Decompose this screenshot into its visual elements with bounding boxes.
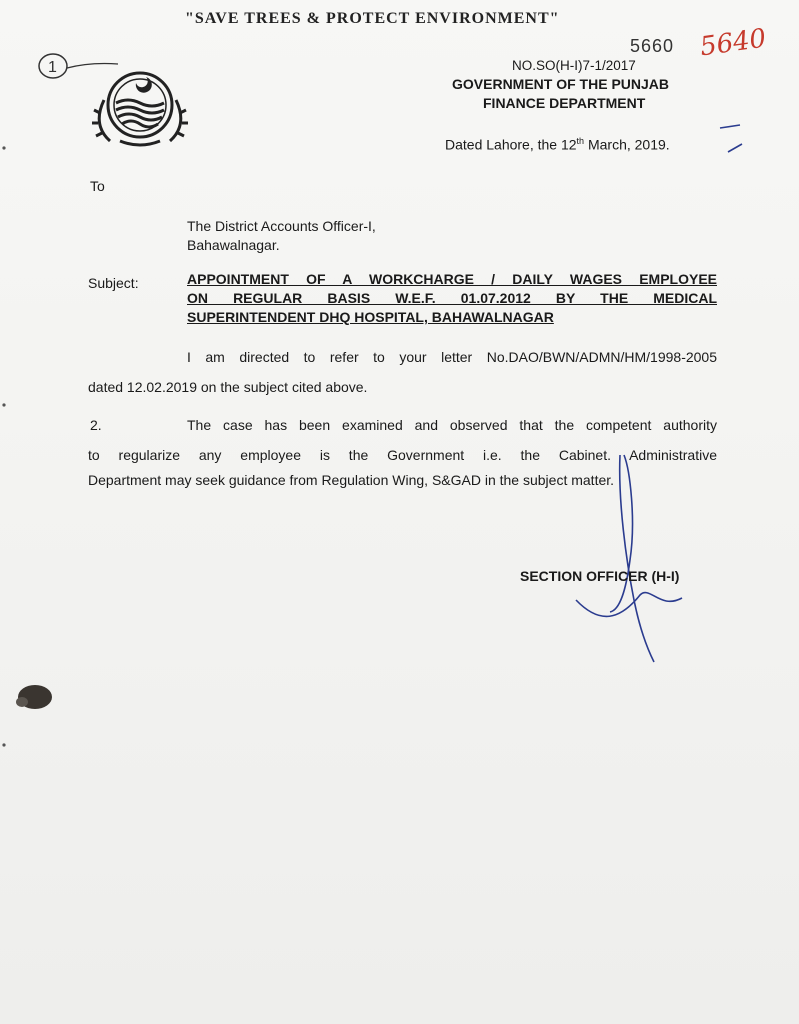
subject-label: Subject: [88, 275, 139, 291]
subject-line-2: ON REGULAR BASIS W.E.F. 01.07.2012 BY THE MEDICAL [187, 290, 717, 306]
date-suffix: March, 2019. [584, 136, 670, 153]
paragraph-1-line-1: I am directed to refer to your letter No.DAO/BWN/ADMN/HM/1998-2005 [187, 349, 717, 365]
subject-line-1: APPOINTMENT OF A WORKCHARGE / DAILY WAGES EMPLOYEE [187, 271, 717, 287]
letter-date [445, 136, 670, 153]
recipient-line-2: Bahawalnagar. [187, 237, 280, 253]
to-label: To [90, 178, 105, 194]
stain-mark-icon [16, 685, 52, 709]
motto-header: "SAVE TREES & PROTECT ENVIRONMENT" [185, 10, 560, 27]
paragraph-2-line-1: The case has been examined and observed that the competent authority [187, 417, 717, 433]
svg-text:1: 1 [48, 59, 57, 76]
handwritten-diary-number: 5640 [698, 23, 768, 63]
subject-text [187, 270, 717, 327]
recipient-line-1: The District Accounts Officer-I, [187, 218, 376, 234]
date-suffix-sup: th [576, 136, 585, 146]
paragraph-2-number: 2. [90, 417, 102, 433]
subject-line-3: SUPERINTENDENT DHQ HOSPITAL, BAHAWALNAGAR [187, 309, 554, 325]
paragraph-1-line-2: dated 12.02.2019 on the subject cited above. [88, 379, 368, 395]
tick-mark-icon [720, 125, 742, 152]
circled-mark-icon [39, 54, 118, 78]
reference-number: NO.SO(H-I)7-1/2017 [512, 58, 636, 73]
paragraph-2-line-3: Department may seek guidance from Regulation Wing, S&GAD in the subject matter. [88, 472, 615, 488]
diary-number: 5660 [630, 36, 675, 56]
margin-dots [2, 146, 5, 746]
punjab-emblem-icon [92, 73, 188, 145]
department-title: FINANCE DEPARTMENT [483, 95, 646, 111]
signatory-title: SECTION OFFICER (H-I) [520, 568, 680, 584]
paragraph-2-line-2: to regularize any employee is the Government i.e. the Cabinet. Administrative [88, 447, 717, 463]
date-prefix: Dated Lahore, the 12 [445, 136, 577, 153]
government-title: GOVERNMENT OF THE PUNJAB [452, 76, 670, 92]
